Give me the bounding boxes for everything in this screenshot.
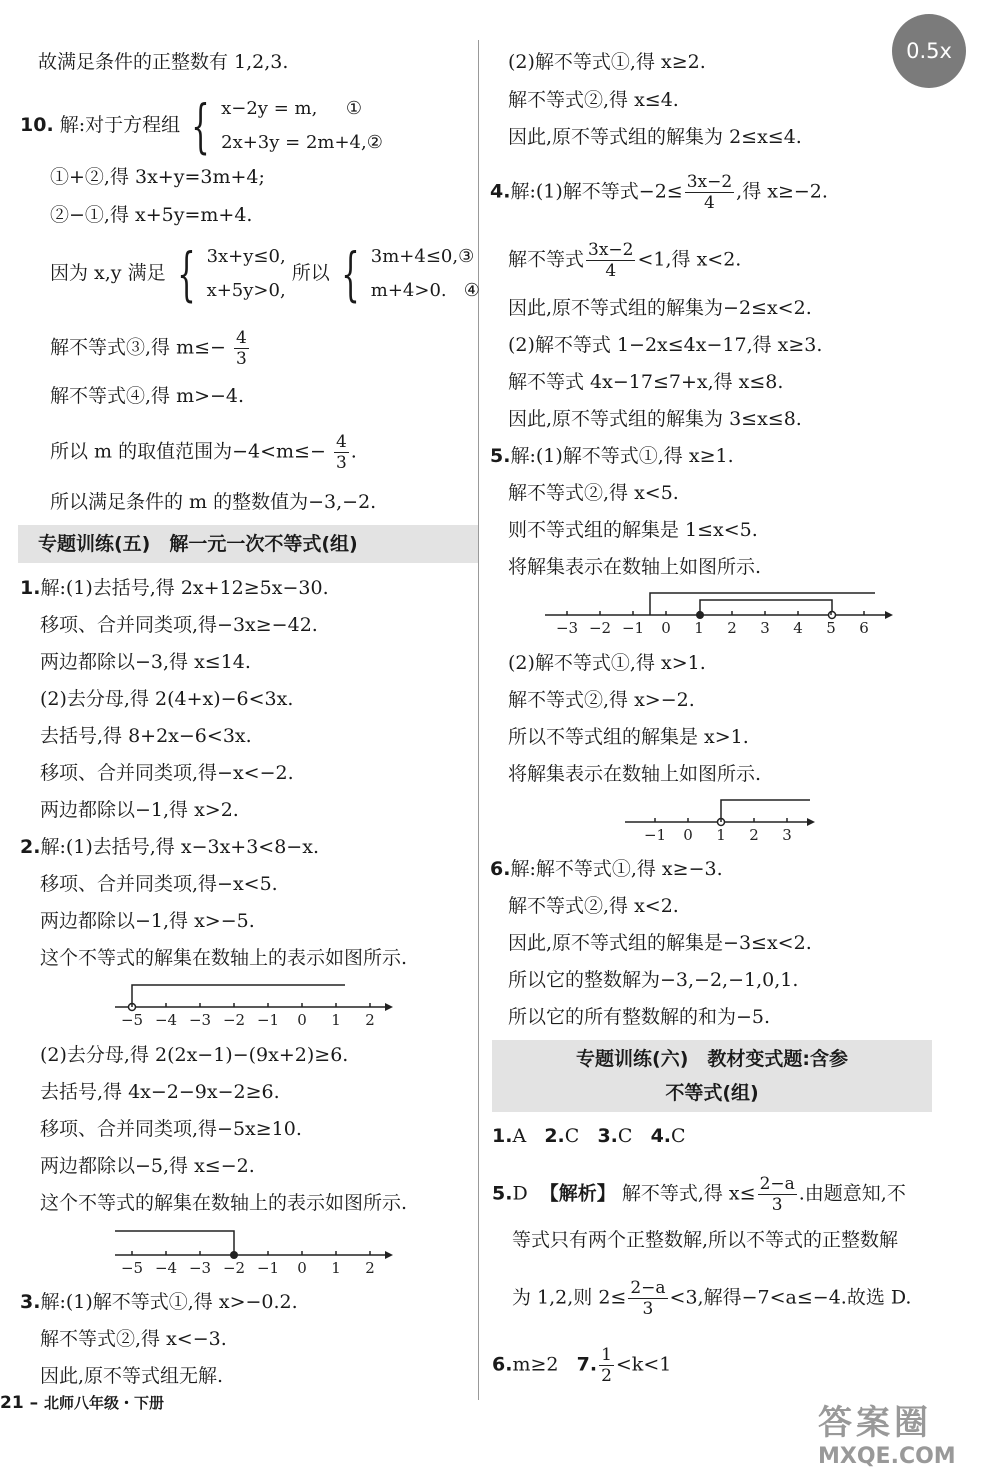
text: 解:(1)去括号,得 x−3x+3<8−x. bbox=[40, 836, 319, 858]
text-line: (2)解不等式 1−2x≤4x−17,得 x≥3. bbox=[508, 334, 823, 356]
axis-arrow bbox=[807, 818, 815, 826]
question-10 bbox=[20, 92, 383, 160]
tick-label: −1 bbox=[621, 619, 645, 637]
tick-label: −1 bbox=[256, 1011, 280, 1029]
watermark-url: MXQE.COM bbox=[818, 1444, 956, 1469]
text-line bbox=[512, 1278, 911, 1319]
brace: { bbox=[341, 240, 360, 308]
tick-label: −5 bbox=[120, 1011, 144, 1029]
answer-row bbox=[492, 1124, 686, 1148]
tick-label: −4 bbox=[154, 1259, 178, 1276]
text-line: 故满足条件的正整数有 1,2,3. bbox=[38, 51, 289, 73]
text-line: 解不等式②,得 x<5. bbox=[508, 482, 679, 504]
fraction bbox=[234, 328, 249, 369]
text-line: 移项、合并同类项,得−x<5. bbox=[40, 873, 278, 895]
tick-label: 2 bbox=[727, 619, 737, 637]
text-line: 则不等式组的解集是 1≤x<5. bbox=[508, 519, 758, 541]
denominator: 4 bbox=[704, 193, 715, 213]
answer-number: 2. bbox=[544, 1125, 565, 1147]
answer-value: D bbox=[512, 1182, 528, 1205]
answer-number: 6. bbox=[492, 1353, 513, 1376]
text: 所以 m 的取值范围为−4<m≤− bbox=[50, 440, 326, 463]
answer-value: C bbox=[617, 1125, 633, 1147]
text-line bbox=[490, 857, 723, 881]
text: 为 1,2,则 2≤ bbox=[512, 1286, 627, 1309]
tick-label: −3 bbox=[555, 619, 579, 637]
text: 解:(1)解不等式①,得 x≥1. bbox=[510, 445, 734, 467]
tick-label: 1 bbox=[694, 619, 704, 637]
inequality: m+4>0. bbox=[370, 280, 447, 301]
equation: 2x+3y = 2m+4, bbox=[221, 132, 367, 153]
text-line: 解不等式④,得 m>−4. bbox=[50, 385, 245, 407]
answer-value: C bbox=[671, 1125, 686, 1147]
text-line bbox=[490, 172, 828, 213]
numerator: 2−a bbox=[630, 1278, 666, 1298]
text-line: 将解集表示在数轴上如图所示. bbox=[508, 556, 762, 578]
inequality: x+5y>0, bbox=[206, 280, 286, 301]
tick-label: 0 bbox=[297, 1259, 307, 1276]
question-number: 3. bbox=[20, 1291, 41, 1313]
text-line bbox=[20, 576, 329, 600]
denominator: 3 bbox=[335, 453, 347, 473]
text-line bbox=[490, 444, 734, 468]
denominator: 4 bbox=[605, 261, 617, 281]
text-line: 移项、合并同类项,得−5x≥10. bbox=[40, 1118, 302, 1140]
tick-label: −1 bbox=[256, 1259, 280, 1276]
question-number: 2. bbox=[20, 836, 41, 858]
text-line: ①+②,得 3x+y=3m+4; bbox=[50, 166, 265, 188]
question-number: 10. bbox=[20, 114, 54, 136]
tick-label: −2 bbox=[588, 619, 612, 637]
axis-arrow bbox=[385, 1251, 393, 1259]
inequality-system-line bbox=[50, 240, 480, 308]
text-line: 因此,原不等式组的解集为−2≤x<2. bbox=[508, 297, 812, 319]
tick-label: 1 bbox=[716, 826, 726, 844]
text: 解:(1)解不等式−2≤ bbox=[510, 180, 683, 203]
text-line: 两边都除以−1,得 x>−5. bbox=[40, 910, 255, 932]
analysis-tag: 【解析】 bbox=[539, 1182, 616, 1205]
header-line: 专题训练(六) 教材变式题:含参 bbox=[576, 1048, 848, 1070]
tick-label: 0 bbox=[661, 619, 671, 637]
answer-value: A bbox=[512, 1125, 527, 1147]
fraction bbox=[586, 240, 635, 281]
page-footer bbox=[0, 1392, 164, 1413]
open-endpoint bbox=[829, 612, 836, 619]
text-line: 因此,原不等式组的解集为 3≤x≤8. bbox=[508, 408, 802, 430]
watermark-logo bbox=[818, 1395, 996, 1480]
text-line: 解不等式 4x−17≤7+x,得 x≤8. bbox=[508, 371, 784, 393]
tick-label: 1 bbox=[331, 1259, 341, 1276]
denominator: 3 bbox=[235, 349, 247, 369]
text-line: ②−①,得 x+5y=m+4. bbox=[50, 204, 253, 226]
text: 解:对于方程组 bbox=[59, 114, 181, 136]
denominator: 3 bbox=[771, 1195, 783, 1215]
answer-value: C bbox=[564, 1125, 580, 1147]
text-line: (2)去分母,得 2(4+x)−6<3x. bbox=[40, 688, 294, 710]
fraction bbox=[334, 432, 349, 473]
section-header-5: 专题训练(五) 解一元一次不等式(组) bbox=[18, 525, 478, 563]
axis-arrow bbox=[885, 611, 893, 619]
text: 解:(1)去括号,得 2x+12≥5x−30. bbox=[40, 577, 329, 599]
fraction bbox=[758, 1174, 797, 1215]
brace: { bbox=[176, 240, 196, 308]
text: 解不等式③,得 m≤− bbox=[50, 336, 226, 359]
text-line: (2)解不等式①,得 x≥2. bbox=[508, 51, 706, 73]
number-line-q2a bbox=[115, 980, 395, 1030]
inequality: 3x+y≤0, bbox=[206, 246, 286, 267]
fraction bbox=[685, 172, 734, 213]
answer-number: 3. bbox=[597, 1125, 618, 1147]
text-line: 两边都除以−5,得 x≤−2. bbox=[40, 1155, 255, 1177]
question-number: 5. bbox=[490, 445, 511, 467]
book-title: 北师八年级・下册 bbox=[44, 1394, 165, 1412]
number-line-q5a bbox=[545, 588, 955, 643]
tick-label: 0 bbox=[297, 1011, 307, 1029]
solution-ray bbox=[721, 800, 810, 822]
tick-label: −1 bbox=[643, 826, 667, 844]
answer-number: 5. bbox=[492, 1182, 513, 1205]
tick-label: 3 bbox=[760, 619, 770, 637]
tick-label: 0 bbox=[683, 826, 693, 844]
text-line bbox=[50, 328, 251, 369]
question-number: 6. bbox=[490, 858, 511, 880]
text: . bbox=[350, 440, 357, 463]
text-line: 这个不等式的解集在数轴上的表示如图所示. bbox=[40, 947, 408, 969]
answer-number: 4. bbox=[650, 1125, 672, 1147]
denominator: 3 bbox=[642, 1299, 654, 1319]
inequality: 3m+4≤0,③ bbox=[370, 246, 475, 267]
text-line: 所以不等式组的解集是 x>1. bbox=[508, 726, 749, 748]
text-line bbox=[20, 1290, 298, 1314]
answer-number: 7. bbox=[576, 1353, 598, 1376]
answer-value: m≥2 bbox=[512, 1353, 559, 1376]
text-line: 因此,原不等式组无解. bbox=[40, 1365, 224, 1387]
brace: { bbox=[191, 92, 210, 160]
tick-label: −3 bbox=[188, 1259, 212, 1276]
tick-label: −5 bbox=[120, 1259, 144, 1276]
inequality-system bbox=[207, 240, 286, 308]
answer-value: <k<1 bbox=[615, 1353, 672, 1376]
text-line bbox=[492, 1174, 906, 1215]
text: .由题意知,不 bbox=[798, 1182, 906, 1205]
text-line: 去括号,得 8+2x−6<3x. bbox=[40, 725, 252, 747]
section-header-6 bbox=[492, 1040, 932, 1112]
tick-label: −2 bbox=[222, 1011, 246, 1029]
tick-label: 2 bbox=[749, 826, 759, 844]
playback-speed-button[interactable]: 0.5x bbox=[892, 14, 966, 88]
answer-number: 1. bbox=[492, 1125, 513, 1147]
tick-label: −4 bbox=[154, 1011, 178, 1029]
closed-endpoint bbox=[696, 611, 704, 619]
header-line: 不等式(组) bbox=[665, 1082, 759, 1104]
equation-tag: ② bbox=[366, 132, 383, 153]
tick-label: 2 bbox=[365, 1011, 375, 1029]
tick-label: 6 bbox=[859, 619, 869, 637]
text-line: 等式只有两个正整数解,所以不等式的正整数解 bbox=[512, 1229, 899, 1251]
text: <3,解得−7<a≤−4.故选 D. bbox=[669, 1286, 912, 1309]
fraction bbox=[599, 1345, 614, 1386]
tick-label: −3 bbox=[188, 1011, 212, 1029]
bracket-solution bbox=[700, 600, 832, 615]
number-line-q5b bbox=[625, 795, 825, 845]
question-number: 1. bbox=[20, 577, 41, 599]
axis-arrow bbox=[385, 1003, 393, 1011]
bracket-x-ge-neg1 bbox=[650, 593, 875, 615]
text: <1,得 x<2. bbox=[637, 248, 742, 271]
text-line: 所以满足条件的 m 的整数值为−3,−2. bbox=[50, 491, 377, 513]
text-line: 所以它的所有整数解的和为−5. bbox=[508, 1006, 771, 1028]
numerator: 3x−2 bbox=[588, 240, 634, 260]
numerator: 4 bbox=[235, 328, 247, 348]
text: 解不等式,得 x≤ bbox=[621, 1182, 756, 1205]
denominator: 2 bbox=[601, 1366, 612, 1386]
number-line-q2b bbox=[115, 1226, 395, 1276]
answer-row bbox=[492, 1345, 671, 1386]
equation-system bbox=[221, 92, 383, 160]
numerator: 1 bbox=[601, 1345, 612, 1365]
text-line: 这个不等式的解集在数轴上的表示如图所示. bbox=[40, 1192, 408, 1214]
solution-ray bbox=[115, 1231, 234, 1255]
text: 所以 bbox=[291, 262, 330, 284]
equation: x−2y = m, bbox=[221, 98, 318, 119]
numerator: 2−a bbox=[759, 1174, 795, 1194]
text-line: 解不等式②,得 x<−3. bbox=[40, 1328, 227, 1350]
page-number: 21 bbox=[0, 1393, 24, 1413]
numerator: 4 bbox=[335, 432, 347, 452]
tick-label: 4 bbox=[793, 619, 803, 637]
text: 解不等式 bbox=[508, 248, 585, 271]
text-line: (2)去分母,得 2(2x−1)−(9x+2)≥6. bbox=[40, 1044, 349, 1066]
text-line: 去括号,得 4x−2−9x−2≥6. bbox=[40, 1081, 280, 1103]
text-line: 解不等式②,得 x<2. bbox=[508, 895, 679, 917]
text-line: 将解集表示在数轴上如图所示. bbox=[508, 763, 762, 785]
text-line bbox=[20, 835, 319, 859]
text: ,得 x≥−2. bbox=[736, 180, 828, 203]
numerator: 3x−2 bbox=[686, 172, 733, 192]
inequality-system bbox=[371, 240, 480, 308]
text-line: 因此,原不等式组的解集是−3≤x<2. bbox=[508, 932, 812, 954]
text-line: 移项、合并同类项,得−x<−2. bbox=[40, 762, 294, 784]
solution-ray bbox=[132, 985, 345, 1007]
text-line: 解不等式②,得 x>−2. bbox=[508, 689, 695, 711]
tick-label: 3 bbox=[782, 826, 792, 844]
text-line bbox=[50, 432, 357, 473]
text-line: 因此,原不等式组的解集为 2≤x≤4. bbox=[508, 126, 802, 148]
footer-dash: – bbox=[29, 1393, 39, 1413]
text-line: 所以它的整数解为−3,−2,−1,0,1. bbox=[508, 969, 799, 991]
tick-label: 5 bbox=[826, 619, 836, 637]
tick-label: 2 bbox=[365, 1259, 375, 1276]
question-number: 4. bbox=[490, 180, 511, 203]
tick-label: −2 bbox=[222, 1259, 246, 1276]
text-line: 解不等式②,得 x≤4. bbox=[508, 89, 679, 111]
text-line: 两边都除以−1,得 x>2. bbox=[40, 799, 239, 821]
text-line: (2)解不等式①,得 x>1. bbox=[508, 652, 706, 674]
text-line: 移项、合并同类项,得−3x≥−42. bbox=[40, 614, 318, 636]
watermark-text: 答案圈 bbox=[818, 1403, 932, 1443]
fraction bbox=[628, 1278, 667, 1319]
inequality-tag: ④ bbox=[463, 280, 480, 301]
tick-label: 1 bbox=[331, 1011, 341, 1029]
text-line: 两边都除以−3,得 x≤14. bbox=[40, 651, 251, 673]
equation-tag: ① bbox=[345, 98, 363, 119]
text-line bbox=[508, 240, 741, 281]
text: 解:解不等式①,得 x≥−3. bbox=[510, 858, 723, 880]
text: 因为 x,y 满足 bbox=[50, 262, 166, 284]
text: 解:(1)解不等式①,得 x>−0.2. bbox=[40, 1291, 298, 1313]
